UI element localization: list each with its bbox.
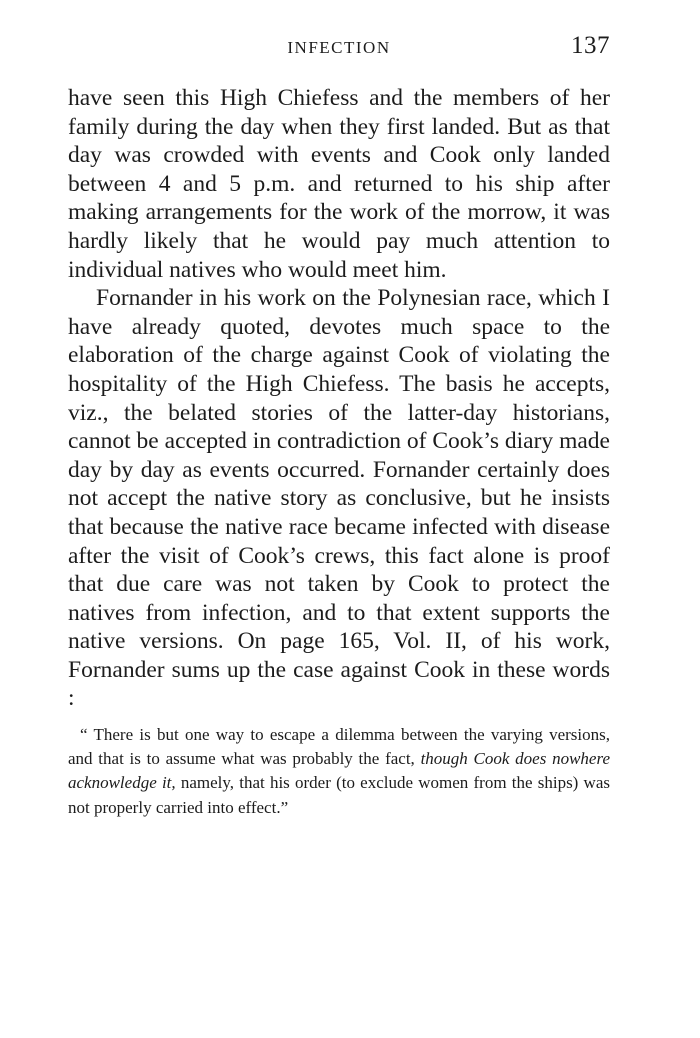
quote-paragraph <box>68 723 610 820</box>
paragraph-continued: have seen this High Chiefess and the members of her family during the day when they first landed. But as that day was crowded with events and Cook only landed between 4 and 5 p.m. and returned to his ship after making arrangements for the work of the morrow, it was hardly likely that he would pay much attention to individual natives who would meet him. <box>68 85 610 283</box>
chapter-title: INFECTION <box>287 38 391 57</box>
book-page <box>68 34 610 820</box>
running-head <box>68 34 610 68</box>
quote-text-after: namely, that his order (to exclude women from the ships) was not properly carried into effect.” <box>68 773 610 817</box>
paragraph-fornander: Fornander in his work on the Polynesian race, which I have already quoted, devotes much space to the elaboration of the charge against Cook of violating the hospitality of the High Chiefess. The basis he accepts, viz., the belated stories of the latter-day historians, cannot be accepted in contradiction of Cook’s diary made day by day as events occurred. Fornander certainly does not accept the native story as conclusive, but he insists that because the native race became infected with disease after the visit of Cook’s crews, this fact alone is proof that due care was not taken by Cook to protect the natives from infection, and to that extent supports the native versions. On page 165, Vol. II, of his work, Fornander sums up the case against Cook in these words : <box>68 285 610 712</box>
quote-text-before: “ There is but one way to escape a dilemma between the varying versions, and that is to assume what was probably the fact, <box>68 725 610 769</box>
block-quote <box>68 723 610 820</box>
body-text <box>68 84 610 713</box>
page-number: 137 <box>571 32 610 59</box>
quote-italic-text: though Cook does nowhere acknowledge it, <box>68 749 610 793</box>
